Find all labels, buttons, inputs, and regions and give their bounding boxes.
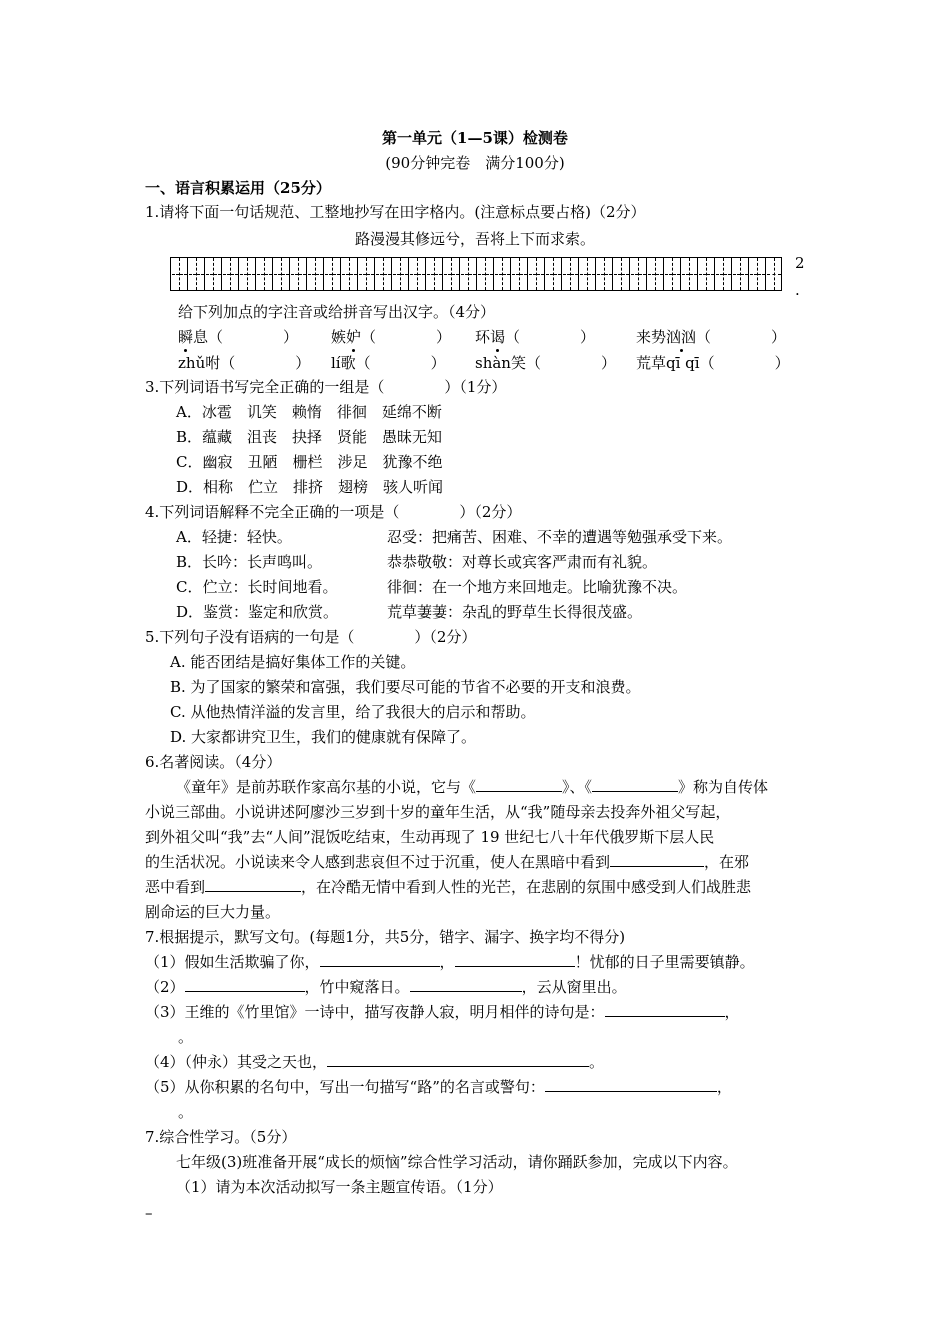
q2-number-dot: . bbox=[795, 281, 800, 299]
q1-prompt: 1.请将下面一句话规范、工整地抄写在田字格内。(注意标点要占格)（2分） bbox=[145, 203, 646, 221]
q1-sentence: 路漫漫其修远兮，吾将上下而求索。 bbox=[354, 230, 595, 248]
q7-item-end: 。 bbox=[178, 1103, 194, 1121]
q8-intro: 七年级(3)班准备开展“成长的烦恼”综合性学习活动，请你踊跃参加，完成以下内容。 bbox=[176, 1153, 738, 1171]
q4-option-d[interactable]: D．鉴赏：鉴定和欣赏。 荒草萋萋：杂乱的野草生长得很茂盛。 bbox=[176, 603, 643, 621]
answer-blank[interactable] bbox=[545, 1077, 717, 1092]
q3-option-c[interactable]: C．幽寂 丑陋 栅栏 涉足 犹豫不绝 bbox=[176, 453, 443, 471]
q5-prompt: 5.下列句子没有语病的一句是（ ）（2分） bbox=[145, 628, 477, 646]
q4-option-b[interactable]: B．长吟：长声鸣叫。 恭恭敬敬：对尊长或宾客严肃而有礼貌。 bbox=[176, 553, 658, 571]
answer-blank[interactable] bbox=[476, 777, 562, 792]
q6-line: 的生活状况。小说读来令人感到悲哀但不过于沉重，使人在黑暗中看到 ，在邪 bbox=[145, 853, 750, 871]
q3-option-d[interactable]: D．相称 伫立 排挤 翅榜 骇人听闻 bbox=[176, 478, 444, 496]
answer-blank[interactable] bbox=[185, 977, 305, 992]
pinyin-item[interactable]: zhǔ咐（ ） bbox=[178, 354, 311, 372]
pinyin-item[interactable]: 来势汹汹（ ） bbox=[636, 328, 787, 346]
q7-item: （1）假如生活欺骗了你， ， ！忧郁的日子里需要镇静。 bbox=[145, 953, 755, 971]
q5-option-b[interactable]: B. 为了国家的繁荣和富强，我们要尽可能的节省不必要的开支和浪费。 bbox=[170, 678, 641, 696]
page-title: 第一单元（1—5课）检测卷 bbox=[382, 129, 568, 147]
q8-prompt: 7.综合性学习。（5分） bbox=[145, 1128, 297, 1146]
pinyin-item[interactable]: 环谒（ ） bbox=[475, 328, 596, 346]
q6-prompt: 6.名著阅读。（4分） bbox=[145, 753, 282, 771]
q8-subquestion: （1）请为本次活动拟写一条主题宣传语。（1分） bbox=[176, 1178, 503, 1196]
answer-blank[interactable] bbox=[605, 1002, 725, 1017]
q4-prompt: 4.下列词语解释不完全正确的一项是（ ）（2分） bbox=[145, 503, 522, 521]
q7-item: （5）从你积累的名句中，写出一句描写“路”的名言或警句： ， bbox=[145, 1078, 732, 1096]
q5-option-c[interactable]: C. 从他热情洋溢的发言里，给了我很大的启示和帮助。 bbox=[170, 703, 536, 721]
q6-line: 恶中看到 ，在冷酷无情中看到人性的光芒，在悲剧的氛围中感受到人们战胜悲 bbox=[145, 878, 752, 896]
q6-line: 《童年》是前苏联作家高尔基的小说，它与《 》、《 》称为自传体 bbox=[176, 778, 769, 796]
pinyin-item[interactable]: shàn笑（ ） bbox=[475, 354, 616, 372]
tianzige-grid[interactable] bbox=[170, 257, 782, 291]
grid-frame bbox=[170, 257, 782, 291]
page-subtitle: (90分钟完卷 满分100分) bbox=[385, 154, 565, 172]
q7-item: （4）（仲永）其受之天也， 。 bbox=[145, 1053, 605, 1071]
q4-option-a[interactable]: A．轻捷：轻快。 忍受：把痛苦、困难、不幸的遭遇等勉强承受下来。 bbox=[176, 528, 733, 546]
pinyin-item[interactable]: 嫉妒（ ） bbox=[331, 328, 452, 346]
q2-prompt: 给下列加点的字注音或给拼音写出汉字。（4分） bbox=[178, 303, 496, 321]
pinyin-item[interactable]: 荒草qī qī（ ） bbox=[636, 354, 790, 372]
footer-mark: – bbox=[145, 1204, 153, 1222]
answer-blank[interactable] bbox=[410, 977, 522, 992]
pinyin-item[interactable]: 瞬息（ ） bbox=[178, 328, 299, 346]
q7-item: （3）王维的《竹里馆》一诗中，描写夜静人寂，明月相伴的诗句是： ， bbox=[145, 1003, 740, 1021]
section-heading: 一、语言积累运用（25分） bbox=[145, 179, 331, 197]
q6-line: 到外祖父叫“我”去“人间”混饭吃结束，生动再现了 19 世纪七八十年代俄罗斯下层人民 bbox=[145, 828, 715, 846]
answer-blank[interactable] bbox=[327, 1052, 589, 1067]
q6-line: 剧命运的巨大力量。 bbox=[145, 903, 281, 921]
answer-blank[interactable] bbox=[205, 877, 301, 892]
q3-prompt: 3.下列词语书写完全正确的一组是（ ）（1分） bbox=[145, 378, 507, 396]
answer-blank[interactable] bbox=[592, 777, 678, 792]
answer-blank[interactable] bbox=[455, 952, 575, 967]
q3-option-a[interactable]: A．冰雹 讥笑 赖惰 徘徊 延绵不断 bbox=[176, 403, 442, 421]
q4-option-c[interactable]: C．伫立：长时间地看。 徘徊：在一个地方来回地走。比喻犹豫不决。 bbox=[176, 578, 688, 596]
q5-option-a[interactable]: A. 能否团结是搞好集体工作的关键。 bbox=[170, 653, 416, 671]
pinyin-item[interactable]: lí歌（ ） bbox=[331, 354, 446, 372]
answer-blank[interactable] bbox=[320, 952, 440, 967]
q3-option-b[interactable]: B．蕴藏 沮丧 抉择 贤能 愚昧无知 bbox=[176, 428, 443, 446]
q2-number: 2 bbox=[795, 254, 805, 272]
q7-item: （2） ，竹中窥落日。 ，云从窗里出。 bbox=[145, 978, 627, 996]
q7-prompt: 7.根据提示，默写文句。(每题1分，共5分，错字、漏字、换字均不得分) bbox=[145, 928, 626, 946]
q6-line: 小说三部曲。小说讲述阿廖沙三岁到十岁的童年生活，从“我”随母亲去投奔外祖父写起， bbox=[145, 803, 731, 821]
answer-blank[interactable] bbox=[610, 852, 704, 867]
q5-option-d[interactable]: D. 大家都讲究卫生，我们的健康就有保障了。 bbox=[170, 728, 477, 746]
q7-item-end: 。 bbox=[178, 1028, 194, 1046]
